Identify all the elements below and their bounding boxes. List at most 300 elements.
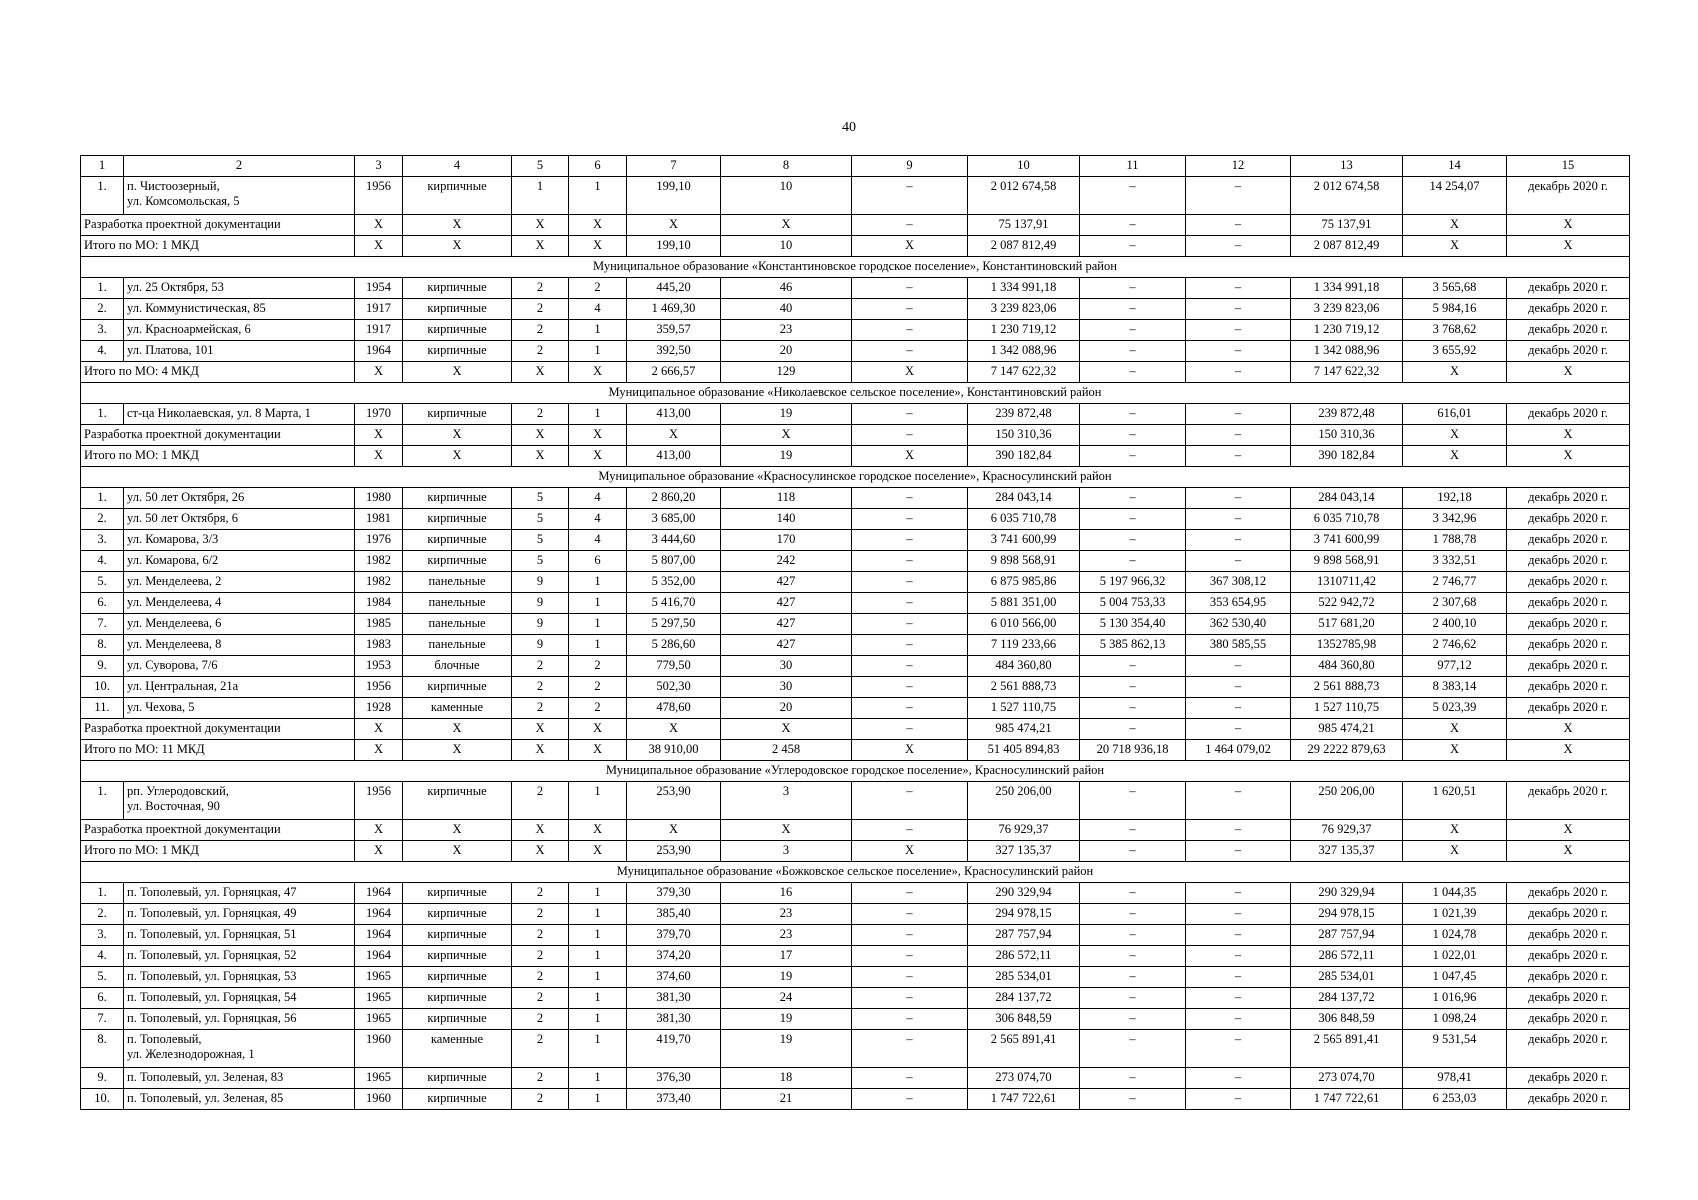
table-cell: декабрь 2020 г. [1507, 404, 1630, 425]
table-cell: декабрь 2020 г. [1507, 988, 1630, 1009]
table-cell: X [355, 425, 403, 446]
address-cell: п. Тополевый, ул. Горняцкая, 52 [124, 946, 355, 967]
table-cell: 9 898 568,91 [1291, 551, 1403, 572]
table-cell: – [1080, 967, 1186, 988]
table-cell: 445,20 [627, 278, 721, 299]
table-cell: 359,57 [627, 320, 721, 341]
table-cell: 1 230 719,12 [968, 320, 1080, 341]
table-cell: – [1186, 362, 1291, 383]
summary-row [81, 215, 1630, 236]
table-cell: – [1080, 236, 1186, 257]
table-cell: – [1186, 967, 1291, 988]
table-cell: 242 [721, 551, 852, 572]
table-cell: 2 [569, 698, 627, 719]
table-row [81, 1068, 1630, 1089]
table-cell: декабрь 2020 г. [1507, 341, 1630, 362]
table-cell: 2 [512, 278, 569, 299]
table-cell: X [355, 719, 403, 740]
table-cell: 4 [569, 488, 627, 509]
municipality-title: Муниципальное образование «Константиновское городское поселение», Константиновский район [81, 257, 1630, 278]
table-cell: кирпичные [403, 551, 512, 572]
table-cell: 284 043,14 [968, 488, 1080, 509]
table-cell: – [852, 967, 968, 988]
table-cell: декабрь 2020 г. [1507, 635, 1630, 656]
table-cell: 5 004 753,33 [1080, 593, 1186, 614]
table-cell: 2 [569, 677, 627, 698]
table-cell: 76 929,37 [1291, 820, 1403, 841]
table-cell: 2 561 888,73 [968, 677, 1080, 698]
table-cell: – [852, 278, 968, 299]
table-row [81, 509, 1630, 530]
table-cell: 2 [512, 883, 569, 904]
table-cell: 502,30 [627, 677, 721, 698]
table-cell: 2 860,20 [627, 488, 721, 509]
table-row [81, 925, 1630, 946]
table-cell: 427 [721, 593, 852, 614]
table-cell: 2 [512, 946, 569, 967]
table-cell: 2 561 888,73 [1291, 677, 1403, 698]
table-cell: – [1186, 677, 1291, 698]
section-header-row [81, 257, 1630, 278]
page-number: 40 [842, 120, 856, 135]
table-row [81, 698, 1630, 719]
table-cell: – [1186, 341, 1291, 362]
table-cell: 3 [721, 841, 852, 862]
table-cell: X [569, 740, 627, 761]
table-cell: 19 [721, 446, 852, 467]
row-index: 2. [81, 299, 124, 320]
table-cell: 1964 [355, 341, 403, 362]
table-row [81, 656, 1630, 677]
summary-row [81, 719, 1630, 740]
table-cell: 2 [512, 904, 569, 925]
table-cell: 1 [569, 967, 627, 988]
table-cell: – [1186, 841, 1291, 862]
table-cell: 2 [512, 404, 569, 425]
table-cell: кирпичные [403, 320, 512, 341]
table-cell: декабрь 2020 г. [1507, 593, 1630, 614]
table-cell: – [1186, 1068, 1291, 1089]
table-cell: панельные [403, 635, 512, 656]
summary-label: Разработка проектной документации [81, 820, 355, 841]
table-cell: – [1080, 278, 1186, 299]
table-cell: 3 [721, 782, 852, 820]
table-cell: 9 898 568,91 [968, 551, 1080, 572]
table-cell: – [852, 883, 968, 904]
table-cell: 3 565,68 [1403, 278, 1507, 299]
table-cell: 3 239 823,06 [968, 299, 1080, 320]
table-cell: 306 848,59 [968, 1009, 1080, 1030]
address-cell: п. Тополевый, ул. Зеленая, 83 [124, 1068, 355, 1089]
table-cell: X [1403, 446, 1507, 467]
table-cell: – [1080, 446, 1186, 467]
row-index: 1. [81, 782, 124, 820]
table-cell: 14 254,07 [1403, 177, 1507, 215]
table-cell: декабрь 2020 г. [1507, 782, 1630, 820]
table-cell: 250 206,00 [968, 782, 1080, 820]
table-cell: 1 [569, 904, 627, 925]
table-cell: – [1080, 782, 1186, 820]
table-cell: 51 405 894,83 [968, 740, 1080, 761]
table-cell: 30 [721, 656, 852, 677]
table-cell: – [852, 925, 968, 946]
address-cell: ул. 50 лет Октября, 26 [124, 488, 355, 509]
table-cell: 290 329,94 [1291, 883, 1403, 904]
table-cell: декабрь 2020 г. [1507, 530, 1630, 551]
table-cell: 5 197 966,32 [1080, 572, 1186, 593]
table-cell: 2 [512, 698, 569, 719]
table-cell: X [403, 362, 512, 383]
table-cell: – [852, 530, 968, 551]
summary-label: Итого по МО: 1 МКД [81, 841, 355, 862]
table-cell: 2 012 674,58 [968, 177, 1080, 215]
table-cell: 306 848,59 [1291, 1009, 1403, 1030]
address-cell: ул. Менделеева, 8 [124, 635, 355, 656]
table-row [81, 341, 1630, 362]
table-cell: 23 [721, 904, 852, 925]
table-cell: 290 329,94 [968, 883, 1080, 904]
column-number: 11 [1080, 156, 1186, 177]
table-cell: 484 360,80 [968, 656, 1080, 677]
table-cell: кирпичные [403, 988, 512, 1009]
table-cell: панельные [403, 572, 512, 593]
table-cell: 9 [512, 635, 569, 656]
table-cell: декабрь 2020 г. [1507, 656, 1630, 677]
table-cell: X [569, 425, 627, 446]
table-cell: 1980 [355, 488, 403, 509]
column-number: 2 [124, 156, 355, 177]
table-row [81, 904, 1630, 925]
table-cell: декабрь 2020 г. [1507, 883, 1630, 904]
address-cell: ул. 25 Октября, 53 [124, 278, 355, 299]
table-cell: 294 978,15 [968, 904, 1080, 925]
table-cell: 140 [721, 509, 852, 530]
table-cell: 390 182,84 [1291, 446, 1403, 467]
row-index: 7. [81, 1009, 124, 1030]
table-row [81, 782, 1630, 820]
table-cell: 150 310,36 [1291, 425, 1403, 446]
table-row [81, 635, 1630, 656]
address-cell: ул. Чехова, 5 [124, 698, 355, 719]
table-cell: 779,50 [627, 656, 721, 677]
table-cell: 1 788,78 [1403, 530, 1507, 551]
table-cell: 2 666,57 [627, 362, 721, 383]
table-cell: – [1080, 719, 1186, 740]
table-cell: 2 565 891,41 [968, 1030, 1080, 1068]
table-cell: 413,00 [627, 404, 721, 425]
table-cell: 1 [569, 782, 627, 820]
summary-label: Разработка проектной документации [81, 215, 355, 236]
table-cell: X [512, 841, 569, 862]
table-cell: 1 044,35 [1403, 883, 1507, 904]
table-cell: кирпичные [403, 509, 512, 530]
housing-repair-table [80, 155, 1630, 1110]
table-cell: – [852, 215, 968, 236]
table-cell: – [852, 698, 968, 719]
table-cell: 1982 [355, 551, 403, 572]
table-cell: 8 383,14 [1403, 677, 1507, 698]
table-cell: кирпичные [403, 177, 512, 215]
table-cell: 286 572,11 [1291, 946, 1403, 967]
table-cell: 2 400,10 [1403, 614, 1507, 635]
table-cell: декабрь 2020 г. [1507, 904, 1630, 925]
table-cell: – [1080, 404, 1186, 425]
table-cell: 1352785,98 [1291, 635, 1403, 656]
table-cell: X [512, 719, 569, 740]
table-cell: X [355, 362, 403, 383]
table-cell: 5 [512, 551, 569, 572]
table-cell: 1 [569, 1030, 627, 1068]
row-index: 10. [81, 1089, 124, 1110]
table-cell: 1964 [355, 883, 403, 904]
address-cell: п. Тополевый, ул. Горняцкая, 51 [124, 925, 355, 946]
address-cell: ул. Менделеева, 6 [124, 614, 355, 635]
table-cell: 5 881 351,00 [968, 593, 1080, 614]
table-row [81, 177, 1630, 215]
table-cell: каменные [403, 698, 512, 719]
table-cell: 1 [569, 635, 627, 656]
address-cell: п. Тополевый, ул. Зеленая, 85 [124, 1089, 355, 1110]
table-cell: 30 [721, 677, 852, 698]
table-cell: – [1186, 446, 1291, 467]
table-cell: панельные [403, 614, 512, 635]
table-cell: – [1080, 551, 1186, 572]
table-cell: 1 [569, 946, 627, 967]
row-index: 5. [81, 572, 124, 593]
row-index: 1. [81, 177, 124, 215]
row-index: 1. [81, 883, 124, 904]
table-cell: декабрь 2020 г. [1507, 698, 1630, 719]
table-cell: 1 022,01 [1403, 946, 1507, 967]
table-cell: – [1080, 988, 1186, 1009]
table-cell: 1982 [355, 572, 403, 593]
table-cell: X [355, 841, 403, 862]
table-cell: – [1186, 278, 1291, 299]
row-index: 2. [81, 904, 124, 925]
table-cell: X [1507, 446, 1630, 467]
table-cell: 1 527 110,75 [968, 698, 1080, 719]
table-cell: X [1403, 820, 1507, 841]
table-cell: декабрь 2020 г. [1507, 677, 1630, 698]
table-cell: – [1186, 425, 1291, 446]
table-cell: декабрь 2020 г. [1507, 1009, 1630, 1030]
table-cell: – [1080, 946, 1186, 967]
column-number: 10 [968, 156, 1080, 177]
table-row [81, 946, 1630, 967]
column-number: 12 [1186, 156, 1291, 177]
table-cell: 977,12 [1403, 656, 1507, 677]
table-cell: 1 [569, 404, 627, 425]
table-cell: кирпичные [403, 946, 512, 967]
table-cell: 192,18 [1403, 488, 1507, 509]
table-cell: – [1080, 362, 1186, 383]
table-cell: 16 [721, 883, 852, 904]
table-cell: – [1080, 320, 1186, 341]
table-cell: 5 984,16 [1403, 299, 1507, 320]
table-cell: X [403, 425, 512, 446]
table-cell: 985 474,21 [1291, 719, 1403, 740]
table-cell: – [852, 404, 968, 425]
summary-row [81, 740, 1630, 761]
table-cell: X [721, 820, 852, 841]
table-cell: кирпичные [403, 1009, 512, 1030]
table-cell: X [355, 236, 403, 257]
table-cell: X [569, 215, 627, 236]
table-cell: – [852, 946, 968, 967]
table-cell: X [1507, 236, 1630, 257]
table-cell: 20 [721, 698, 852, 719]
table-cell: 3 655,92 [1403, 341, 1507, 362]
table-cell: – [1080, 883, 1186, 904]
table-row [81, 593, 1630, 614]
table-cell: X [1403, 425, 1507, 446]
table-cell: X [627, 215, 721, 236]
row-index: 1. [81, 278, 124, 299]
table-cell: – [1186, 719, 1291, 740]
table-cell: 2 [512, 988, 569, 1009]
table-cell: – [1186, 1030, 1291, 1068]
row-index: 1. [81, 404, 124, 425]
table-cell: – [1080, 215, 1186, 236]
table-cell: 46 [721, 278, 852, 299]
table-cell: X [627, 820, 721, 841]
table-cell: X [721, 215, 852, 236]
table-cell: 1 [569, 1089, 627, 1110]
table-cell: 1 [569, 572, 627, 593]
table-cell: – [1186, 820, 1291, 841]
table-row [81, 278, 1630, 299]
summary-label: Итого по МО: 4 МКД [81, 362, 355, 383]
row-index: 6. [81, 593, 124, 614]
table-cell: 4 [569, 509, 627, 530]
column-number: 13 [1291, 156, 1403, 177]
table-cell: 379,30 [627, 883, 721, 904]
summary-row [81, 841, 1630, 862]
table-cell: – [852, 782, 968, 820]
table-cell: – [1080, 904, 1186, 925]
table-cell: X [569, 841, 627, 862]
table-cell: – [852, 988, 968, 1009]
table-cell: 1983 [355, 635, 403, 656]
table-cell: 3 444,60 [627, 530, 721, 551]
table-cell: 1 [569, 341, 627, 362]
table-cell: 250 206,00 [1291, 782, 1403, 820]
table-cell: декабрь 2020 г. [1507, 320, 1630, 341]
table-cell: 75 137,91 [968, 215, 1080, 236]
table-cell: декабрь 2020 г. [1507, 488, 1630, 509]
row-index: 10. [81, 677, 124, 698]
table-row [81, 967, 1630, 988]
table-cell: 1 747 722,61 [968, 1089, 1080, 1110]
table-row [81, 1089, 1630, 1110]
table-cell: 2 746,62 [1403, 635, 1507, 656]
table-cell: 4 [569, 299, 627, 320]
table-cell: 129 [721, 362, 852, 383]
table-cell: 3 741 600,99 [968, 530, 1080, 551]
table-row [81, 614, 1630, 635]
table-cell: 287 757,94 [1291, 925, 1403, 946]
table-cell: – [1080, 530, 1186, 551]
table-cell: 287 757,94 [968, 925, 1080, 946]
table-cell: декабрь 2020 г. [1507, 1068, 1630, 1089]
table-cell: 1 021,39 [1403, 904, 1507, 925]
table-cell: – [1080, 1030, 1186, 1068]
table-cell: X [1507, 215, 1630, 236]
table-cell: 1 [569, 593, 627, 614]
address-cell: п. Тополевый, ул. Горняцкая, 54 [124, 988, 355, 1009]
table-cell: X [355, 215, 403, 236]
table-cell: – [1080, 488, 1186, 509]
table-row [81, 404, 1630, 425]
table-cell: 17 [721, 946, 852, 967]
table-cell: – [1186, 925, 1291, 946]
summary-label: Итого по МО: 1 МКД [81, 446, 355, 467]
table-cell: X [1507, 841, 1630, 862]
table-cell: 2 [569, 656, 627, 677]
section-header-row [81, 467, 1630, 488]
summary-row [81, 362, 1630, 383]
table-cell: 2 [512, 1009, 569, 1030]
table-cell: X [512, 425, 569, 446]
table-cell: – [1186, 404, 1291, 425]
table-cell: 1 230 719,12 [1291, 320, 1403, 341]
table-cell: X [852, 362, 968, 383]
table-row [81, 551, 1630, 572]
table-cell: 23 [721, 925, 852, 946]
table-cell: кирпичные [403, 1068, 512, 1089]
table-cell: X [569, 719, 627, 740]
table-cell: – [1080, 1068, 1186, 1089]
table-cell: – [1186, 299, 1291, 320]
row-index: 8. [81, 1030, 124, 1068]
table-row [81, 488, 1630, 509]
table-cell: 616,01 [1403, 404, 1507, 425]
table-cell: X [512, 740, 569, 761]
table-cell: 1917 [355, 320, 403, 341]
table-cell: – [852, 551, 968, 572]
table-cell: 1965 [355, 1009, 403, 1030]
table-cell: 5 352,00 [627, 572, 721, 593]
table-cell: 38 910,00 [627, 740, 721, 761]
table-cell: 285 534,01 [1291, 967, 1403, 988]
table-cell: – [1186, 509, 1291, 530]
table-cell: 327 135,37 [1291, 841, 1403, 862]
summary-row [81, 425, 1630, 446]
table-cell: 1 047,45 [1403, 967, 1507, 988]
table-cell: – [852, 320, 968, 341]
table-cell: 478,60 [627, 698, 721, 719]
table-cell: 2 [512, 677, 569, 698]
table-cell: 7 119 233,66 [968, 635, 1080, 656]
table-cell: 381,30 [627, 1009, 721, 1030]
table-cell: X [403, 841, 512, 862]
table-cell: декабрь 2020 г. [1507, 299, 1630, 320]
table-cell: X [852, 740, 968, 761]
table-cell: 353 654,95 [1186, 593, 1291, 614]
table-cell: – [852, 1030, 968, 1068]
table-cell: 286 572,11 [968, 946, 1080, 967]
table-cell: – [852, 177, 968, 215]
summary-label: Итого по МО: 1 МКД [81, 236, 355, 257]
table-cell: – [1186, 698, 1291, 719]
table-cell: – [1080, 677, 1186, 698]
table-cell: 392,50 [627, 341, 721, 362]
table-cell: X [355, 740, 403, 761]
table-cell: – [1080, 341, 1186, 362]
table-cell: 5 023,39 [1403, 698, 1507, 719]
table-cell: 10 [721, 236, 852, 257]
table-cell: кирпичные [403, 967, 512, 988]
